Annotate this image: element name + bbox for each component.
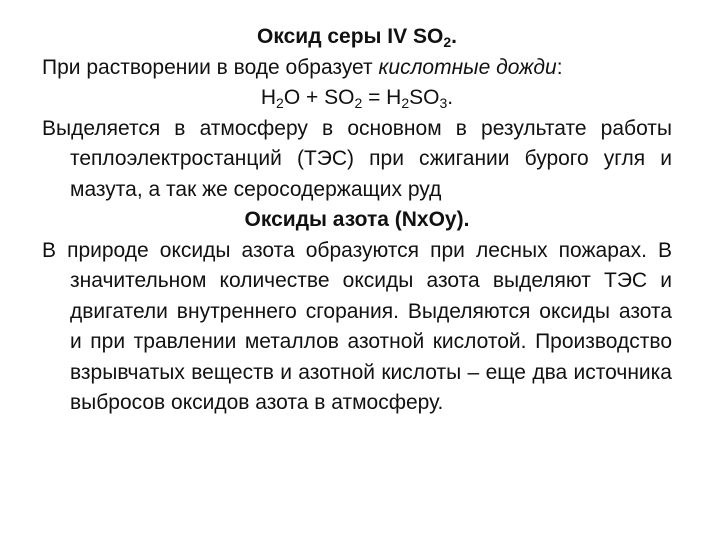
acid-rain-line [42,53,672,84]
eq-sub: 2 [354,95,363,111]
title-sulfur-oxide-text: Оксид серы IV SO [257,25,444,48]
eq-part: = H [362,86,402,109]
acid-rain-italic: кислотные дожди [378,55,557,79]
eq-sub: 2 [276,95,284,111]
slide-content [42,22,672,419]
title-nitrogen-oxides: Оксиды азота (NxOy). [244,208,470,231]
acid-rain-suffix: : [556,55,563,79]
paragraph-sulfur-sources: Выделяется в атмосферу в основном в результате работы теплоэлектростанций (ТЭС) при сжигании бурого угля и мазута, а так же серосодержащих руд [42,116,672,201]
eq-part: H [260,86,277,109]
title-sulfur-oxide-suffix: . [451,25,457,48]
eq-part: O + SO [283,86,355,109]
chemical-equation [42,83,672,114]
eq-part: SO [409,86,440,109]
eq-sub: 2 [401,95,410,111]
subscript: 2 [443,34,452,50]
eq-sub: 3 [439,95,448,111]
acid-rain-text: При растворении в воде образует [42,55,379,79]
eq-part: . [447,86,454,109]
paragraph-nitrogen-sources: В природе оксиды азота образуются при лесных пожарах. В значительном количестве оксиды азота выделяют ТЭС и двигатели внутреннего сгорания. Выделяются оксиды азота и при травлении металлов азотной кислотой. Производство взрывчатых веществ и азотной кислоты – еще два источника выбросов оксидов азота в атмосферу. [42,238,672,414]
title-sulfur-oxide [42,22,672,53]
